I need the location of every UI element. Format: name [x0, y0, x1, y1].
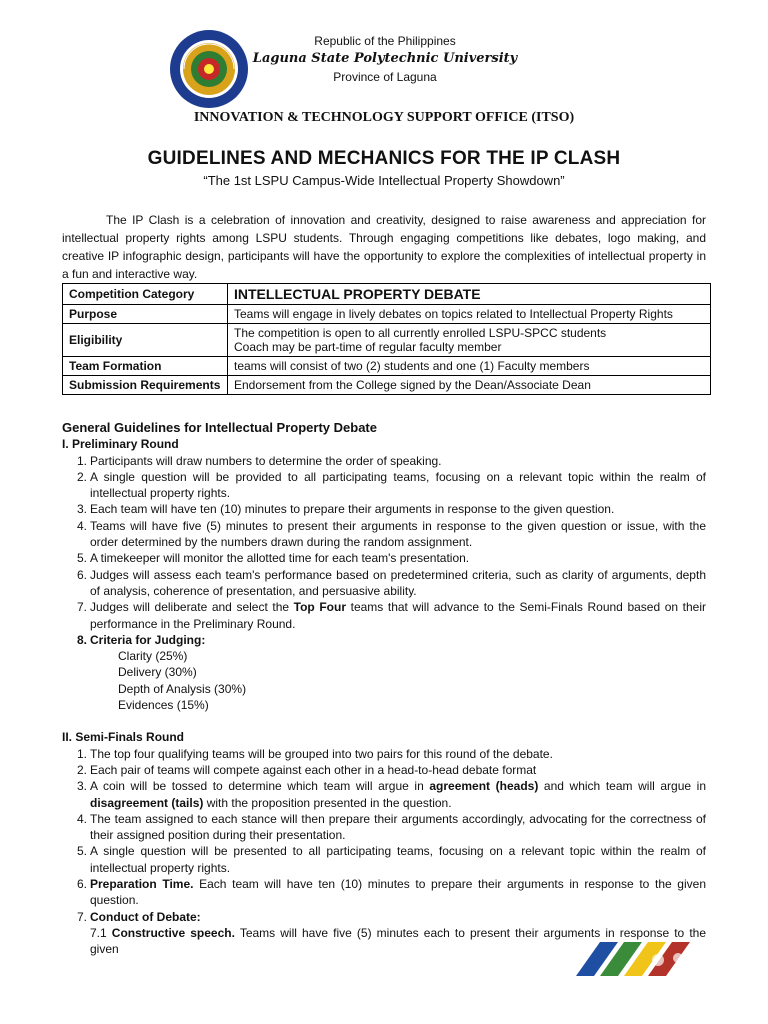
table-value: Endorsement from the College signed by the Dean/Associate Dean — [228, 376, 711, 395]
list-item: 8. Criteria for Judging: — [76, 632, 206, 647]
list-item: 1. The top four qualifying teams will be grouped into two pairs for this round of the debate. — [76, 746, 553, 761]
letterhead — [0, 28, 768, 108]
list-item: 5. A single question will be presented to all participating teams, focusing on a relevant topic within the realm of intellectual property rights. — [76, 844, 706, 875]
list-item: 5. A timekeeper will monitor the allotted time for each team's presentation. — [76, 551, 470, 566]
sdg-logos-strip-icon — [566, 940, 706, 976]
table-value — [228, 324, 711, 357]
list-item: 7. Conduct of Debate: — [76, 909, 201, 924]
intro-paragraph: The IP Clash is a celebration of innovation and creativity, designed to raise awareness and appreciation for intellectual property rights among LSPU students. Through engaging competitions like debates, logo making, and creative IP infographic design, participants will have the opportunity to explore the complexities of intellectual property in a fun and interactive way. — [62, 213, 706, 281]
guidelines-heading: General Guidelines for Intellectual Property Debate — [62, 420, 377, 435]
criteria-item: Clarity (25%) — [118, 649, 188, 664]
semifinals-list — [62, 746, 706, 958]
criteria-item: Depth of Analysis (30%) — [118, 681, 247, 696]
list-item: 6. Preparation Time. Each team will have ten (10) minutes to prepare their arguments in response to the given question. — [76, 877, 706, 908]
list-item: 2. Each pair of teams will compete against each other in a head-to-head debate format — [76, 762, 537, 777]
competition-table — [62, 283, 711, 395]
table-key: Competition Category — [63, 284, 228, 305]
list-item: 6. Judges will assess each team's performance based on predetermined criteria, such as clarity of arguments, depth of analysis, coherence of presentation, and persuasive ability. — [76, 567, 706, 598]
table-key: Submission Requirements — [63, 376, 228, 395]
table-value: INTELLECTUAL PROPERTY DEBATE — [228, 284, 711, 305]
table-value: teams will consist of two (2) students and one (1) Faculty members — [228, 357, 711, 376]
province-line: Province of Laguna — [333, 70, 437, 84]
guidelines-body — [62, 420, 706, 958]
table-key: Eligibility — [63, 324, 228, 357]
list-item: 2. A single question will be provided to all participating teams, focusing on a relevant topic within the realm of intellectual property rights. — [76, 469, 706, 501]
list-item: 4. Teams will have five (5) minutes to present their arguments in response to the given question or issue, with the order determined by the numbers drawn during the random assignment. — [76, 518, 706, 550]
university-name: Laguna State Polytechnic University — [252, 51, 518, 66]
criteria-item: Evidences (15%) — [118, 698, 209, 713]
table-key: Team Formation — [63, 357, 228, 376]
criteria-item: Delivery (30%) — [118, 665, 197, 680]
office-name: INNOVATION & TECHNOLOGY SUPPORT OFFICE (ITSO) — [193, 110, 575, 125]
list-item: 7. Judges will deliberate and select the Top Four teams that will advance to the Semi-Finals Round based on their performance in the Preliminary Round. — [76, 600, 707, 631]
page-title: GUIDELINES AND MECHANICS FOR THE IP CLASH — [147, 148, 621, 169]
table-row — [63, 284, 711, 305]
eligibility-line-2: Coach may be part-time of regular faculty member — [234, 340, 502, 354]
list-item: 3. Each team will have ten (10) minutes to prepare their arguments in response to the given question. — [76, 502, 615, 517]
preliminary-list — [62, 453, 706, 649]
semifinals-heading: II. Semi-Finals Round — [62, 730, 185, 745]
sub-list-item: 7.1 Constructive speech. Teams will have five (5) minutes each to present their arguments in response to the given — [90, 925, 707, 957]
table-row — [63, 357, 711, 376]
list-item: 1. Participants will draw numbers to determine the order of speaking. — [76, 453, 442, 468]
table-key: Purpose — [63, 305, 228, 324]
list-item: 4. The team assigned to each stance will then prepare their arguments accordingly, advocating for the correctness of their assigned position during their presentation. — [76, 811, 706, 843]
university-seal-icon — [168, 28, 250, 110]
page-subtitle: “The 1st LSPU Campus-Wide Intellectual Property Showdown” — [203, 173, 565, 188]
criteria-list — [62, 648, 706, 713]
table-row — [63, 305, 711, 324]
table-value: Teams will engage in lively debates on topics related to Intellectual Property Rights — [228, 305, 711, 324]
list-item: 3. A coin will be tossed to determine which team will argue in agreement (heads) and which team will argue in disagreement (tails) with the proposition presented in the question. — [76, 779, 707, 810]
table-row — [63, 324, 711, 357]
table-row — [63, 376, 711, 395]
eligibility-line-1: The competition is open to all currently enrolled LSPU-SPCC students — [234, 326, 607, 340]
preliminary-heading: I. Preliminary Round — [62, 437, 179, 452]
republic-line: Republic of the Philippines — [314, 34, 456, 48]
